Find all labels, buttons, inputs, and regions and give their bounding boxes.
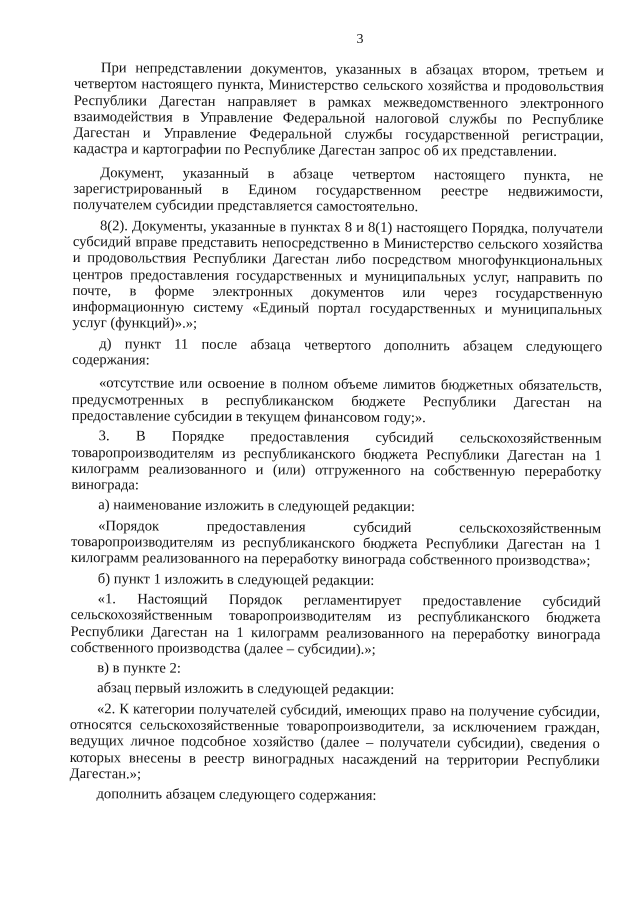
paragraph-item-b: б) пункт 1 изложить в следующей редакции: — [97, 570, 375, 589]
paragraph-document-request: При непредставлении документов, указанных в абзацах втором, третьем и четвертом настоящего пункта, Министерство сельского хозяйства и продовольствия Республики Дагестан направляет в рамках межведомственного электронного взаимодействия в Управление Федеральной налоговой службы по Республике Дагестан и Управление Федеральной службы государственной регистрации, кадастра и картографии по Республике Дагестан запрос об их представлении. — [73, 60, 604, 161]
paragraph-document-not-registered: Документ, указанный в абзаце четвертом настоящего пункта, не зарегистрированный в Едином государственном реестре недвижимости, получателем субсидии представляется самостоятельно. — [73, 164, 604, 216]
paragraph-quote-point-2: «2. К категории получателей субсидий, имеющих право на получение субсидии, относятся сельскохозяйственные товаропроизводители, за исключением граждан, ведущих личное подсобное хозяйство (далее – получатели субсидии), сведения о которых внесены в реестр виноградных насаждений на территории Республики Дагестан.»; — [69, 700, 601, 783]
paragraph-quote-limits: «отсутствие или освоение в полном объеме лимитов бюджетных обязательств, предусмотренных в республиканском бюджете Республики Дагестан на предоставление субсидии в текущем финансовом году;». — [71, 375, 603, 427]
paragraph-item-d: д) пункт 11 после абзаца четвертого дополнить абзацем следующего содержания: — [72, 335, 603, 369]
paragraph-item-8-2: 8(2). Документы, указанные в пунктах 8 и 8(1) настоящего Порядка, получатели субсидий вправе представить непосредственно в Министерство сельского хозяйства и продовольствия Республики Дагестан либо посредством многофункциональных центров предоставления государственных и муниципальных услуг, направить по почте, в форме электронных документов или через государственную информационную систему «Единый портал государственных и муниципальных услуг (функций)».»; — [72, 217, 604, 333]
paragraph-add-abzac: дополнить абзацем следующего содержания: — [96, 786, 377, 805]
paragraph-quote-point-1: «1. Настоящий Порядок регламентирует предоставление субсидий сельскохозяйственным товаропроизводителям из республиканского бюджета Республики Дагестан на 1 килограмм реализованного на переработку винограда собственного производства (далее – субсидии).»; — [70, 591, 601, 658]
page-number: 3 — [356, 32, 364, 47]
paragraph-item-v: в) в пункте 2: — [97, 660, 181, 677]
paragraph-first-abzac: абзац первый изложить в следующей редакции: — [97, 680, 395, 699]
paragraph-item-3: 3. В Порядке предоставления субсидий сельскохозяйственным товаропроизводителям из республиканского бюджета Республики Дагестан на 1 килограмм реализованного и (или) отгруженного на собственную переработку винограда: — [71, 428, 602, 494]
document-body — [69, 60, 604, 806]
paragraph-quote-title: «Порядок предоставления субсидий сельскохозяйственным товаропроизводителям из республиканского бюджета Республики Дагестан на 1 килограмм реализованного на переработку винограда собственного производства»; — [70, 517, 602, 570]
paragraph-item-a: а) наименование изложить в следующей редакции: — [98, 497, 415, 516]
